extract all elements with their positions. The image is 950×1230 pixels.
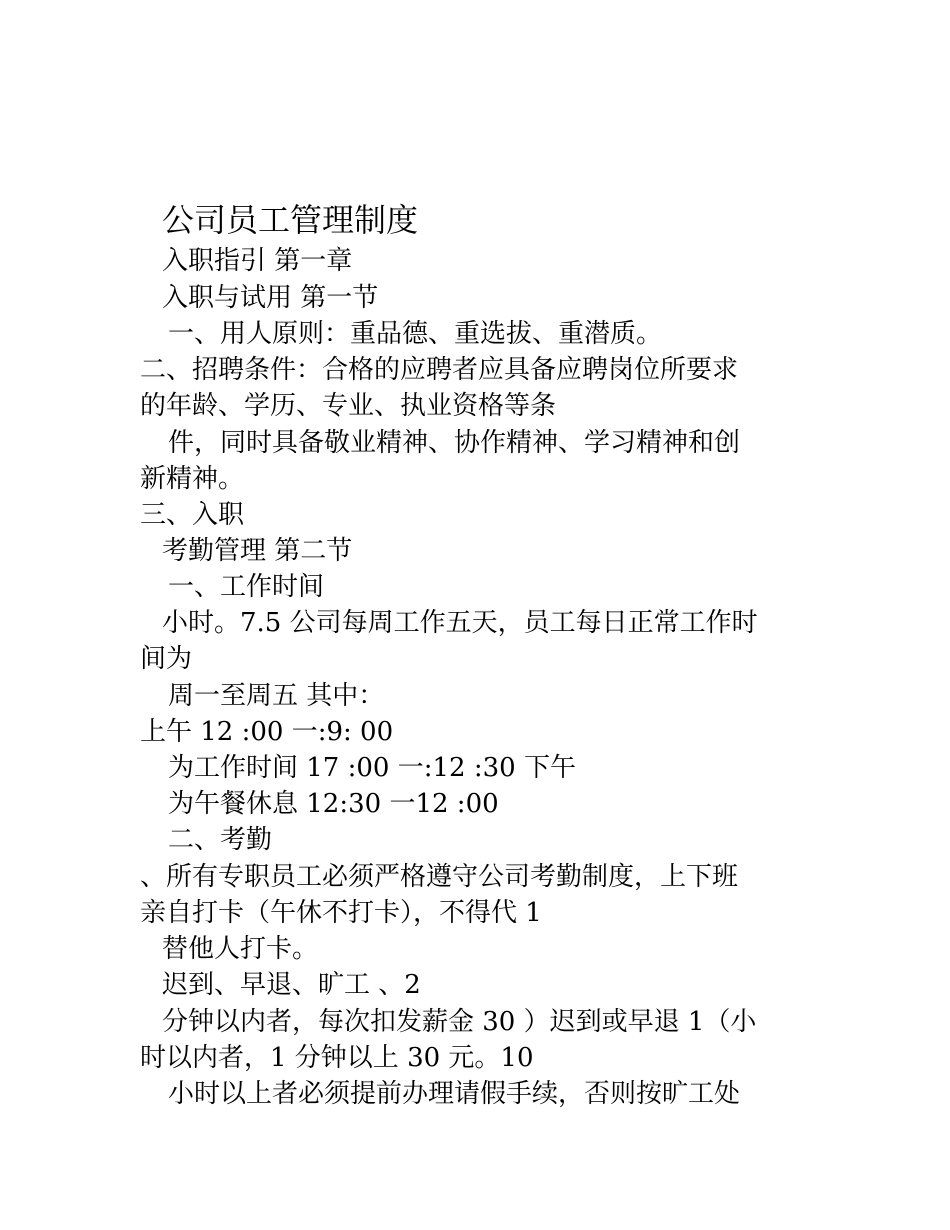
chapter-heading: 入职指引 第一章	[162, 246, 353, 276]
paragraph-line: 为工作时间 17 :00 一:12 :30 下午	[168, 753, 576, 783]
paragraph-line: 的年龄、学历、专业、执业资格等条	[140, 391, 557, 421]
paragraph-line: 小时。7.5 公司每周工作五天，员工每日正常工作时	[162, 608, 758, 638]
paragraph-line: 上午 12 :00 一:9: 00	[140, 717, 394, 747]
paragraph-line: 周一至周五 其中：	[168, 681, 385, 711]
paragraph-line: 替他人打卡。	[162, 934, 319, 964]
paragraph-line: 时以内者，1 分钟以上 30 元。10	[140, 1043, 534, 1073]
paragraph-line: 亲自打卡（午休不打卡），不得代 1	[140, 898, 542, 928]
paragraph-line: 一、工作时间	[168, 572, 325, 602]
paragraph-line: 分钟以内者，每次扣发薪金 30 ）迟到或早退 1（小	[162, 1007, 757, 1037]
paragraph-line: 为午餐休息 12:30 一12 :00	[168, 789, 499, 819]
paragraph-line: 新精神。	[140, 464, 245, 494]
paragraph-line: 一、用人原则：重品德、重选拔、重潜质。	[168, 319, 663, 349]
paragraph-line: 迟到、早退、旷工 、2	[162, 970, 421, 1000]
paragraph-line: 件，同时具备敬业精神、协作精神、学习精神和创	[168, 428, 741, 458]
paragraph-line: 间为	[140, 644, 193, 674]
section-heading: 入职与试用 第一节	[162, 283, 379, 313]
paragraph-line: 三、入职	[140, 500, 245, 530]
paragraph-line: 二、招聘条件：合格的应聘者应具备应聘岗位所要求	[140, 355, 739, 385]
section-heading: 考勤管理 第二节	[162, 536, 353, 566]
document-title: 公司员工管理制度	[162, 201, 419, 239]
paragraph-line: 小时以上者必须提前办理请假手续，否则按旷工处	[168, 1079, 741, 1109]
paragraph-line: 二、考勤	[168, 825, 273, 855]
paragraph-line: 、所有专职员工必须严格遵守公司考勤制度，上下班	[140, 862, 739, 892]
